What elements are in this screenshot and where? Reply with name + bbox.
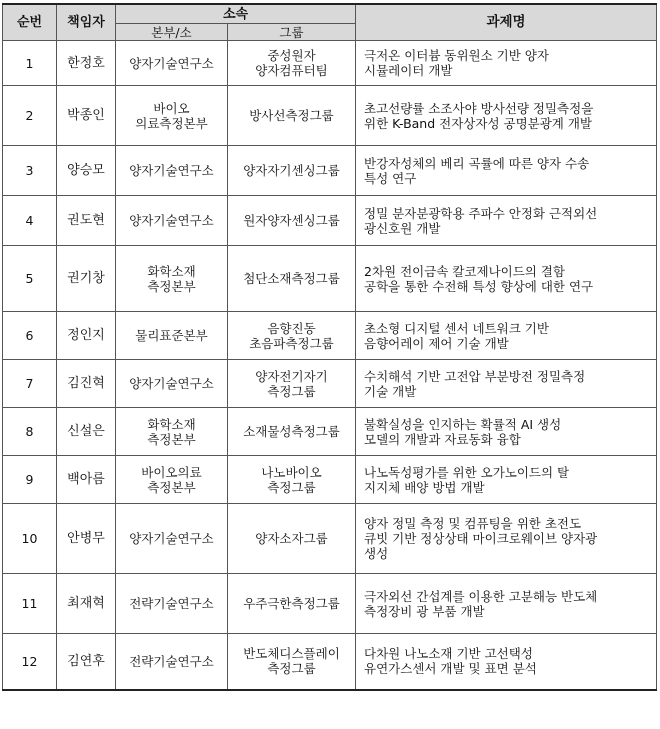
row-pi: 김진혁 [57, 360, 116, 408]
row-seq: 11 [3, 574, 57, 634]
header-group: 그룹 [228, 24, 356, 41]
row-group: 우주극한측정그룹 [228, 574, 356, 634]
row-group: 첨단소재측정그룹 [228, 246, 356, 312]
row-seq: 10 [3, 504, 57, 574]
row-title: 2차원 전이금속 칼코제나이드의 결함 공학을 통한 수전해 특성 향상에 대한 연구 [356, 246, 657, 312]
row-division: 양자기술연구소 [116, 196, 228, 246]
row-pi: 권기창 [57, 246, 116, 312]
row-group: 중성원자 양자컴퓨터팀 [228, 41, 356, 86]
row-title: 초고선량률 소조사야 방사선량 정밀측정을 위한 K-Band 전자상자성 공명분광계 개발 [356, 86, 657, 146]
row-division: 전략기술연구소 [116, 634, 228, 690]
row-pi: 안병무 [57, 504, 116, 574]
row-title: 양자 정밀 측정 및 컴퓨팅을 위한 초전도 큐빗 기반 정상상태 마이크로웨이브 양자광 생성 [356, 504, 657, 574]
row-group: 원자양자센싱그룹 [228, 196, 356, 246]
row-pi: 김연후 [57, 634, 116, 690]
row-division: 물리표준본부 [116, 312, 228, 360]
row-seq: 12 [3, 634, 57, 690]
row-seq: 2 [3, 86, 57, 146]
row-group: 양자전기자기 측정그룹 [228, 360, 356, 408]
row-seq: 6 [3, 312, 57, 360]
row-title: 불확실성을 인지하는 확률적 AI 생성 모델의 개발과 자료동화 융합 [356, 408, 657, 456]
row-title: 다차원 나노소재 기반 고선택성 유연가스센서 개발 및 표면 분석 [356, 634, 657, 690]
row-seq: 8 [3, 408, 57, 456]
row-pi: 양승모 [57, 146, 116, 196]
row-division: 화학소재 측정본부 [116, 408, 228, 456]
row-title: 초소형 디지털 센서 네트워크 기반 음향어레이 제어 기술 개발 [356, 312, 657, 360]
table-row [3, 504, 657, 574]
row-seq: 9 [3, 456, 57, 504]
row-pi: 최재혁 [57, 574, 116, 634]
row-pi: 백아름 [57, 456, 116, 504]
row-division: 바이오 의료측정본부 [116, 86, 228, 146]
row-title: 반강자성체의 베리 곡률에 따른 양자 수송 특성 연구 [356, 146, 657, 196]
row-group: 반도체디스플레이 측정그룹 [228, 634, 356, 690]
project-table [2, 3, 657, 691]
row-pi: 신설은 [57, 408, 116, 456]
row-group: 양자소자그룹 [228, 504, 356, 574]
row-title: 수치해석 기반 고전압 부분방전 정밀측정 기술 개발 [356, 360, 657, 408]
row-division: 바이오의료 측정본부 [116, 456, 228, 504]
table-row [3, 41, 657, 86]
header-pi: 책임자 [57, 4, 116, 41]
row-title: 정밀 분자분광학용 주파수 안정화 근적외선 광신호원 개발 [356, 196, 657, 246]
table-row [3, 246, 657, 312]
row-group: 양자자기센싱그룹 [228, 146, 356, 196]
row-division: 양자기술연구소 [116, 41, 228, 86]
table-row [3, 360, 657, 408]
row-title: 나노독성평가를 위한 오가노이드의 탈 지지체 배양 방법 개발 [356, 456, 657, 504]
row-pi: 정인지 [57, 312, 116, 360]
row-seq: 3 [3, 146, 57, 196]
row-group: 소재물성측정그룹 [228, 408, 356, 456]
header-title: 과제명 [356, 4, 657, 41]
table-row [3, 86, 657, 146]
row-division: 양자기술연구소 [116, 146, 228, 196]
row-seq: 4 [3, 196, 57, 246]
row-pi: 한정호 [57, 41, 116, 86]
table-row [3, 146, 657, 196]
row-title: 극자외선 간섭계를 이용한 고분해능 반도체 측정장비 광 부품 개발 [356, 574, 657, 634]
row-division: 양자기술연구소 [116, 504, 228, 574]
row-division: 전략기술연구소 [116, 574, 228, 634]
table-row [3, 574, 657, 634]
header-affiliation: 소속 [116, 4, 356, 24]
row-group: 방사선측정그룹 [228, 86, 356, 146]
table-row [3, 634, 657, 690]
row-pi: 권도현 [57, 196, 116, 246]
table-row [3, 456, 657, 504]
table-body [3, 41, 657, 690]
row-group: 음향진동 초음파측정그룹 [228, 312, 356, 360]
row-seq: 7 [3, 360, 57, 408]
header-seq: 순번 [3, 4, 57, 41]
row-pi: 박종인 [57, 86, 116, 146]
table-row [3, 312, 657, 360]
row-division: 양자기술연구소 [116, 360, 228, 408]
row-title: 극저온 이터븀 동위원소 기반 양자 시뮬레이터 개발 [356, 41, 657, 86]
row-seq: 5 [3, 246, 57, 312]
row-division: 화학소재 측정본부 [116, 246, 228, 312]
row-group: 나노바이오 측정그룹 [228, 456, 356, 504]
table-row [3, 196, 657, 246]
table-row [3, 408, 657, 456]
header-division: 본부/소 [116, 24, 228, 41]
row-seq: 1 [3, 41, 57, 86]
